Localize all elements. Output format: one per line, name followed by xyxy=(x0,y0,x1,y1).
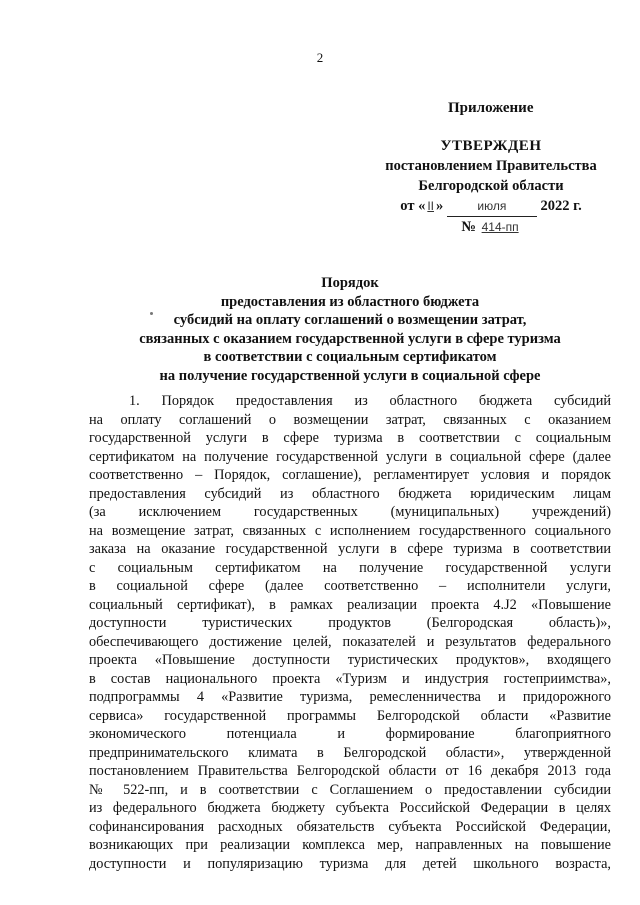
date-year: 2022 г. xyxy=(540,198,582,214)
approval-line-2: Белгородской области xyxy=(418,178,564,194)
body-line: 1. Порядок предоставления из областного бюджета субсидий xyxy=(129,393,611,409)
body-line: возникающих при реализации комплекса мер, направленных на повышение xyxy=(89,837,611,853)
body-line: соответственно – Порядок, соглашение), регламентирует условия и порядок xyxy=(89,467,611,483)
page-number: 2 xyxy=(316,50,324,65)
body-line: предпринимательского климата в Белгородской области», утвержденной xyxy=(89,744,611,761)
body-line: в социальной сфере (далее соответственно – исполнители услуги, xyxy=(89,578,611,594)
date-prefix: от « xyxy=(400,198,426,214)
title-line: субсидий на оплату соглашений о возмещении затрат, xyxy=(173,312,527,328)
number-prefix: № xyxy=(461,219,476,235)
appendix-label: Приложение xyxy=(448,100,534,116)
body-line: с социальным сертификатом на получение государственной услуги xyxy=(89,559,611,576)
date-mid: » xyxy=(436,198,444,214)
date-month: июля xyxy=(477,199,507,213)
title-line: предоставления из областного бюджета xyxy=(220,293,480,310)
body-line: экономического потенциала и формирование благоприятного xyxy=(89,726,611,742)
approved-heading: УТВЕРЖДЕН xyxy=(440,138,542,154)
body-line: предоставления субсидий из областного бюджета юридическим лицам xyxy=(89,485,611,502)
body-line: доступности туристических продуктов (Белгородская область)», xyxy=(89,615,611,631)
body-line: софинансирования расходных обязательств субъекта Российской Федерации, xyxy=(89,818,611,835)
title-line: связанных с оказанием государственной услуги в сфере туризма xyxy=(139,330,561,347)
title-line: Порядок xyxy=(321,275,379,291)
body-line: на возмещение затрат, связанных с исполнением государственного социального xyxy=(89,522,611,539)
body-line: постановлением Правительства Белгородской области от 16 декабря 2013 года xyxy=(89,763,611,779)
approval-date xyxy=(360,196,622,217)
approval-number xyxy=(360,217,622,237)
body-line: № 522-пп, и в соответствии с Соглашением о предоставлении субсидии xyxy=(89,781,611,798)
body-line: подпрограммы 4 «Развитие туризма, ремесленничества и придорожного xyxy=(89,689,611,705)
date-month-field xyxy=(447,196,537,217)
scan-speck xyxy=(150,312,153,315)
body-line: сертификатом на получение государственной услуги в социальной сфере (далее xyxy=(89,448,611,465)
document-title xyxy=(100,274,600,385)
body-line: (за исключением государственных (муниципальных) учреждений) xyxy=(89,504,611,520)
approval-block xyxy=(360,136,622,237)
body-line: социальный сертификат), в рамках реализации проекта 4.J2 «Повышение xyxy=(89,596,611,613)
number-value: 414-пп xyxy=(481,220,519,234)
body-line: сервиса» государственной программы Белгородской области «Развитие xyxy=(89,707,611,724)
approval-line-1: постановлением Правительства xyxy=(385,158,597,174)
body-line: в состав национального проекта «Туризм и индустрия гостеприимства», xyxy=(89,670,611,687)
body-line: на оплату соглашений о возмещении затрат, связанных с оказанием xyxy=(89,411,611,428)
body-line: обеспечивающего достижение целей, показателей и результатов федерального xyxy=(89,633,611,650)
body-line: государственной услуги в сфере туризма в соответствии с социальным xyxy=(89,430,611,446)
title-line: на получение государственной услуги в социальной сфере xyxy=(159,367,541,384)
date-day: II xyxy=(427,199,435,213)
body-line: доступности и популяризацию туризма для детей школьного возраста, xyxy=(89,855,611,872)
body-line: заказа на оказание государственной услуги в сфере туризма в соответствии xyxy=(89,541,611,557)
body-line: проекта «Повышение доступности туристических продуктов», входящего xyxy=(89,652,611,668)
body-line: из федерального бюджета бюджету субъекта Российской Федерации в целях xyxy=(89,800,611,816)
body-paragraph xyxy=(89,392,611,873)
title-line: в соответствии с социальным сертификатом xyxy=(203,349,497,365)
